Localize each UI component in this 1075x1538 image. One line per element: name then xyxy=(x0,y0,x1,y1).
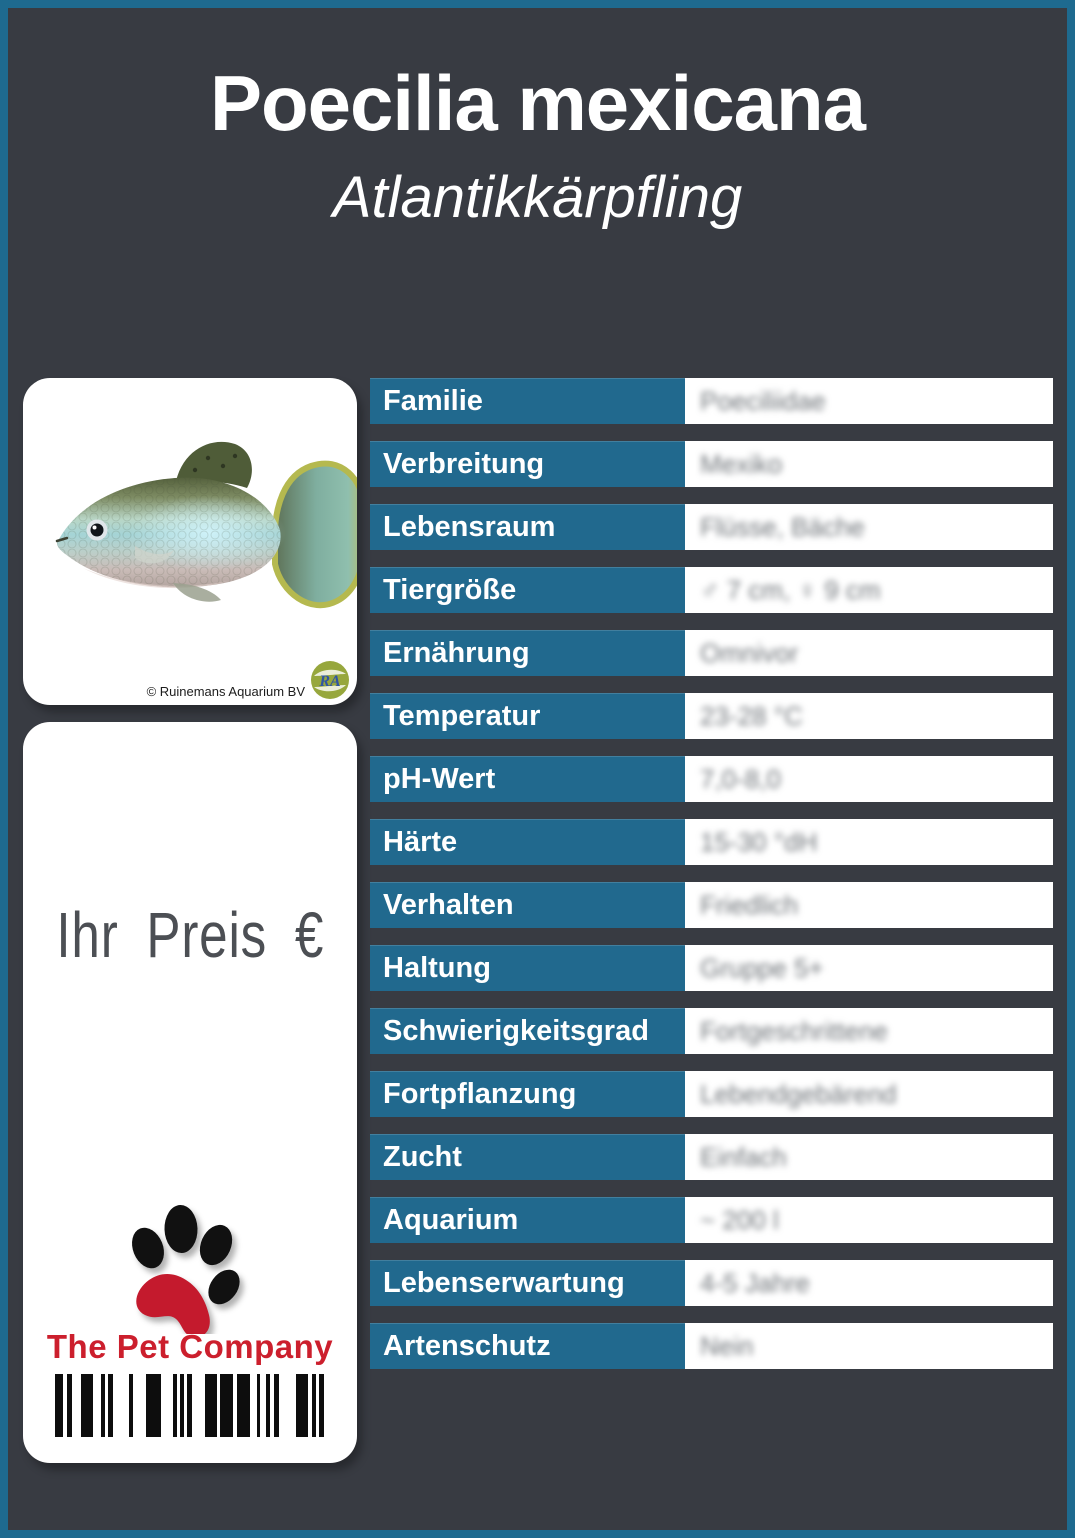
row-value-text: Friedlich xyxy=(700,890,799,920)
row-label: Haltung xyxy=(370,945,685,991)
header xyxy=(0,55,1075,235)
row-value xyxy=(685,1071,1053,1117)
row-label: Artenschutz xyxy=(370,1323,685,1369)
row-value xyxy=(685,1008,1053,1054)
row-value xyxy=(685,567,1053,613)
fish-photo xyxy=(23,378,357,705)
row-value-text: Gruppe 5+ xyxy=(700,953,824,983)
row-value-text: 23-28 °C xyxy=(700,701,803,731)
row-label: Lebensraum xyxy=(370,504,685,550)
row-value xyxy=(685,1134,1053,1180)
table-row xyxy=(370,1134,1053,1180)
table-row xyxy=(370,1260,1053,1306)
barcode xyxy=(55,1374,324,1437)
row-label: Tiergröße xyxy=(370,567,685,613)
barcode-bar xyxy=(81,1374,93,1437)
barcode-bar xyxy=(220,1374,233,1437)
table-row xyxy=(370,1008,1053,1054)
row-label: Aquarium xyxy=(370,1197,685,1243)
row-value-text: ~ 200 l xyxy=(700,1205,779,1235)
table-row xyxy=(370,693,1053,739)
photo-copyright: © Ruinemans Aquarium BV xyxy=(146,684,305,699)
table-row xyxy=(370,756,1053,802)
table-row xyxy=(370,630,1053,676)
barcode-bar xyxy=(108,1374,113,1437)
barcode-bar xyxy=(146,1374,161,1437)
row-label: Ernährung xyxy=(370,630,685,676)
row-value-text: ♂ 7 cm, ♀ 9 cm xyxy=(700,575,881,605)
row-label: Zucht xyxy=(370,1134,685,1180)
barcode-bar xyxy=(187,1374,192,1437)
row-value xyxy=(685,1323,1053,1369)
photo-card xyxy=(23,378,357,705)
row-value-text: Mexiko xyxy=(700,449,783,479)
barcode-bar xyxy=(312,1374,316,1437)
row-value xyxy=(685,693,1053,739)
row-label: Schwierigkeitsgrad xyxy=(370,1008,685,1054)
row-label: Temperatur xyxy=(370,693,685,739)
barcode-bar xyxy=(205,1374,217,1437)
barcode-bar xyxy=(274,1374,279,1437)
row-value xyxy=(685,945,1053,991)
table-row xyxy=(370,819,1053,865)
table-row xyxy=(370,882,1053,928)
row-label: Lebenserwartung xyxy=(370,1260,685,1306)
barcode-bar xyxy=(257,1374,260,1437)
row-value xyxy=(685,630,1053,676)
row-value xyxy=(685,441,1053,487)
row-value xyxy=(685,882,1053,928)
spec-table xyxy=(370,378,1053,1369)
barcode-bar xyxy=(173,1374,177,1437)
barcode-bar xyxy=(296,1374,308,1437)
barcode-bar xyxy=(129,1374,133,1437)
barcode-bar xyxy=(55,1374,63,1437)
row-value-text: Nein xyxy=(700,1331,754,1361)
common-name-subtitle: Atlantikkärpfling xyxy=(332,165,743,230)
barcode-bar xyxy=(180,1374,184,1437)
row-value-text: Omnivor xyxy=(700,638,799,668)
barcode-bar xyxy=(319,1374,324,1437)
row-value xyxy=(685,819,1053,865)
pet-company-paw-icon xyxy=(123,1200,257,1334)
ra-logo-text: RA xyxy=(319,673,341,690)
price-card xyxy=(23,722,357,1463)
row-value xyxy=(685,756,1053,802)
row-label: Verhalten xyxy=(370,882,685,928)
barcode-bar xyxy=(237,1374,250,1437)
barcode-bar xyxy=(101,1374,105,1437)
row-label: Härte xyxy=(370,819,685,865)
company-name: The Pet Company xyxy=(46,1328,334,1365)
table-row xyxy=(370,1197,1053,1243)
row-value-text: Fortgeschrittene xyxy=(700,1016,888,1046)
row-value-text: 7,0-8,0 xyxy=(700,764,781,794)
barcode-bar xyxy=(266,1374,270,1437)
row-value xyxy=(685,504,1053,550)
row-value-text: Flüsse, Bäche xyxy=(700,512,865,542)
barcode-bar xyxy=(67,1374,72,1437)
table-row xyxy=(370,504,1053,550)
row-value-text: Einfach xyxy=(700,1142,787,1172)
row-label: Fortpflanzung xyxy=(370,1071,685,1117)
row-label: Familie xyxy=(370,378,685,424)
table-row xyxy=(370,945,1053,991)
row-value xyxy=(685,1260,1053,1306)
table-row xyxy=(370,441,1053,487)
row-value xyxy=(685,378,1053,424)
row-value-text: 4-5 Jahre xyxy=(700,1268,810,1298)
species-title: Poecilia mexicana xyxy=(209,59,866,147)
row-label: Verbreitung xyxy=(370,441,685,487)
table-row xyxy=(370,567,1053,613)
ruinemans-aquarium-logo-icon xyxy=(310,660,350,700)
table-row xyxy=(370,1071,1053,1117)
table-row xyxy=(370,378,1053,424)
price-label: Ihr Preis € xyxy=(56,899,325,971)
row-value-text: Lebendgebärend xyxy=(700,1079,897,1109)
row-value-text: Poeciliidae xyxy=(700,386,826,416)
table-row xyxy=(370,1323,1053,1369)
row-label: pH-Wert xyxy=(370,756,685,802)
row-value xyxy=(685,1197,1053,1243)
row-value-text: 15-30 °dH xyxy=(700,827,818,857)
